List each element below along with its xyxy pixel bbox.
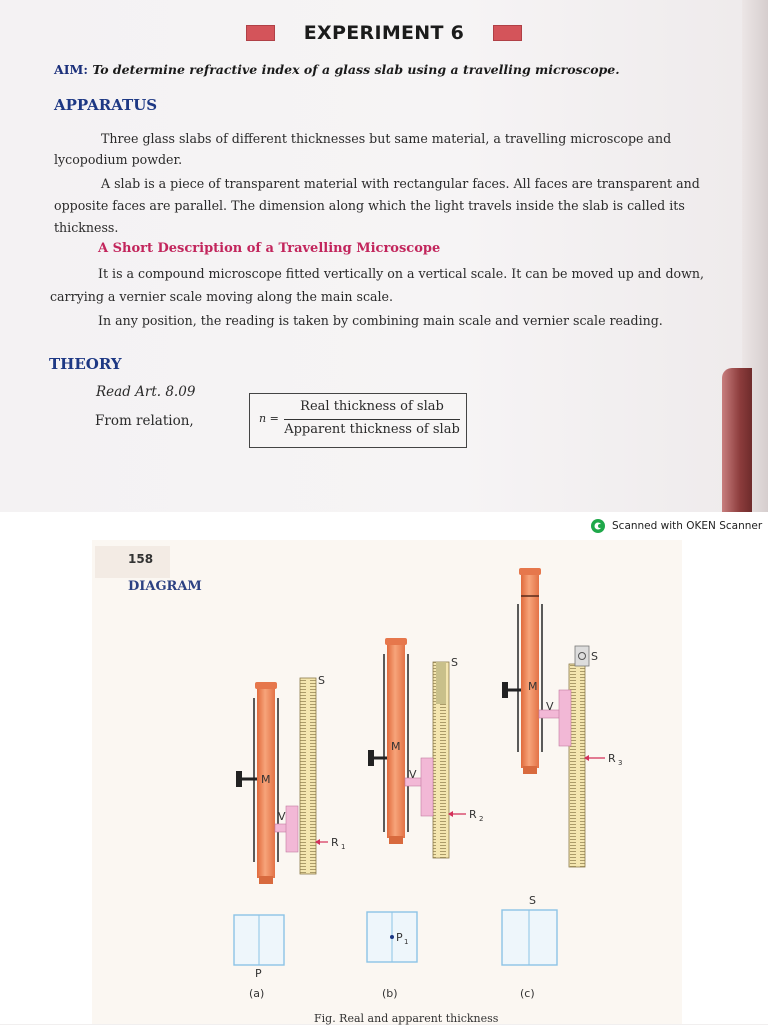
apparatus-p2-line1: A slab is a piece of transparent material with rectangular faces. All faces are transparent and: [101, 176, 700, 191]
fraction-bar: [284, 419, 460, 420]
label-r1: R: [331, 836, 339, 849]
book-side-tab: [722, 368, 752, 514]
svg-text:1: 1: [404, 938, 409, 946]
microscope-c: [502, 568, 622, 867]
main-scale-c: [569, 664, 585, 867]
scale-cap-c: [575, 646, 589, 666]
label-s-slab: S: [529, 894, 536, 907]
experiment-header: [0, 22, 768, 44]
knob-c: [502, 682, 508, 698]
label-s-a: S: [318, 674, 325, 687]
apparatus-p1-line1: Three glass slabs of different thicknesses but same material, a travelling microscope and: [101, 131, 672, 146]
label-p: P: [255, 967, 262, 980]
label-s-b: S: [451, 656, 458, 669]
refractive-index-formula: [249, 393, 467, 448]
apparatus-p3-line2: carrying a vernier scale moving along the main scale.: [50, 289, 394, 304]
label-s-c: S: [591, 650, 598, 663]
formula-symbol: n =: [259, 412, 279, 425]
vernier-c: [559, 690, 571, 746]
label-p1: P: [396, 931, 403, 944]
tube-top-a: [255, 682, 277, 689]
aim-text: To determine refractive index of a glass slab using a travelling microscope.: [92, 62, 620, 77]
label-m-b: M: [391, 740, 401, 753]
microscope-subheading: A Short Description of a Travelling Microscope: [98, 241, 441, 256]
label-c: (c): [520, 987, 535, 1000]
label-b: (b): [382, 987, 398, 1000]
label-v-b: V: [409, 768, 417, 781]
apparatus-heading: APPARATUS: [54, 96, 158, 114]
label-m-c: M: [528, 680, 538, 693]
apparatus-p3-line1: It is a compound microscope fitted vertically on a vertical scale. It can be moved up and down,: [98, 266, 705, 281]
knob-b: [368, 750, 374, 766]
read-art: Read Art. 8.09: [96, 384, 196, 400]
header-bar-left: [246, 25, 275, 41]
apparatus-p2-line2: opposite faces are parallel. The dimension along which the light travels inside the slab is called its: [54, 198, 685, 213]
svg-text:1: 1: [341, 843, 346, 851]
objective-a: [259, 876, 273, 884]
objective-b: [389, 836, 403, 844]
microscope-tube-c: [521, 570, 539, 768]
scanner-text: Scanned with OKEN Scanner: [612, 520, 763, 532]
knob-a: [236, 771, 242, 787]
svg-text:2: 2: [479, 815, 484, 823]
apparatus-p4: In any position, the reading is taken by combining main scale and vernier scale reading.: [98, 313, 663, 328]
label-v-a: V: [278, 810, 286, 823]
main-scale-a: [300, 678, 316, 874]
tube-top-b: [385, 638, 407, 645]
label-r2: R: [469, 808, 477, 821]
formula-numerator: Real thickness of slab: [300, 399, 444, 414]
theory-heading: THEORY: [49, 355, 122, 373]
aim-line: [54, 62, 620, 77]
svg-text:3: 3: [618, 759, 623, 767]
objective-c: [523, 766, 537, 774]
label-a: (a): [249, 987, 265, 1000]
tube-top-c: [519, 568, 541, 575]
from-relation: From relation,: [95, 413, 194, 429]
figure-caption: Fig. Real and apparent thickness: [314, 1012, 499, 1025]
scale-cap-b: [436, 662, 446, 704]
header-bar-right: [493, 25, 522, 41]
apparatus-p2-line3: thickness.: [54, 220, 119, 235]
page-number: 158: [95, 546, 170, 578]
experiment-title: EXPERIMENT 6: [303, 22, 465, 44]
slab-b: [367, 912, 417, 1000]
diagram-heading: DIAGRAM: [128, 579, 202, 594]
label-m-a: M: [261, 773, 271, 786]
vernier-b: [421, 758, 433, 816]
formula-denominator: Apparent thickness of slab: [284, 422, 460, 437]
label-v-c: V: [546, 700, 554, 713]
apparatus-p1-line2: lycopodium powder.: [54, 152, 183, 167]
microscope-a: [236, 674, 345, 884]
microscope-b: [368, 638, 483, 858]
aim-label: AIM:: [54, 62, 88, 77]
microscope-tube-b: [387, 640, 405, 838]
travelling-microscope-diagram: [0, 512, 768, 1024]
slab-a: [234, 915, 284, 1000]
vernier-a: [286, 806, 298, 852]
label-r3: R: [608, 752, 616, 765]
slab-c: [502, 894, 557, 1000]
